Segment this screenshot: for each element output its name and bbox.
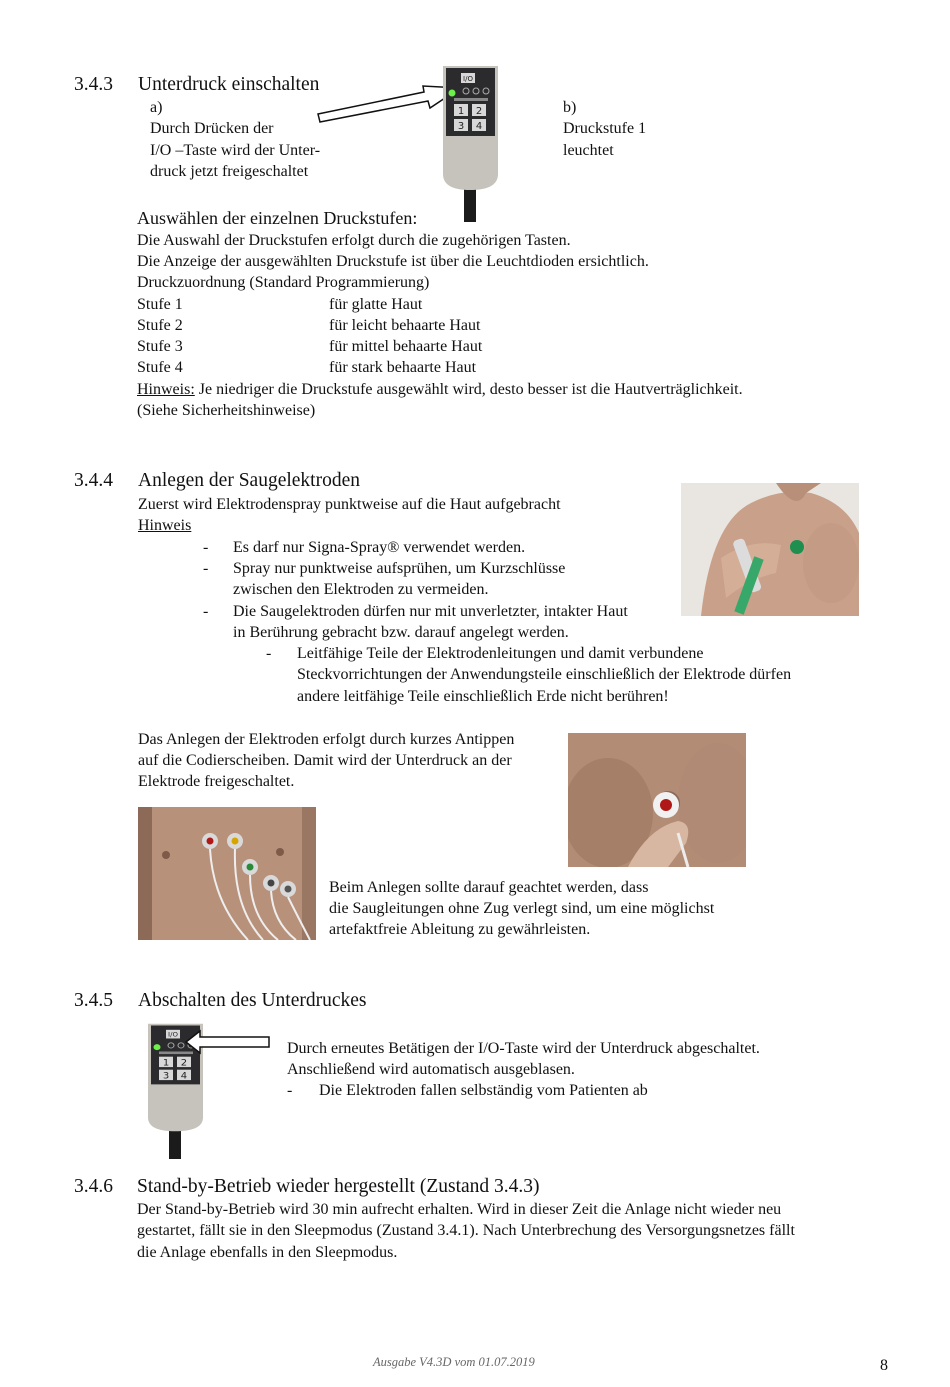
a-line-3: druck jetzt freigeschaltet bbox=[150, 163, 309, 180]
paragraph-zug-line-3: artefaktfreie Ableitung zu gewährleisten. bbox=[329, 921, 591, 938]
bullet-leitfaehig-line-1: Leitfähige Teile der Elektrodenleitungen und damit verbundene bbox=[297, 645, 704, 662]
label-a: a) bbox=[150, 99, 163, 116]
section-title-3-4-5: Abschalten des Unterdruckes bbox=[138, 990, 367, 1011]
bullet-elektroden-fallen: Die Elektroden fallen selbständig vom Patienten ab bbox=[319, 1082, 648, 1099]
svg-text:3: 3 bbox=[162, 1070, 170, 1082]
paragraph-anzeige: Die Anzeige der ausgewählten Druckstufe ist über die Leuchtdioden ersichtlich. bbox=[137, 253, 649, 270]
bullet-dash: - bbox=[287, 1082, 293, 1099]
section-title-3-4-4: Anlegen der Saugelektroden bbox=[138, 470, 361, 491]
svg-text:1: 1 bbox=[457, 106, 465, 117]
paragraph-standby-line-2: gestartet, fällt sie in den Sleepmodus (Zustand 3.4.1). Nach Unterbrechung des Versorgungsnetzes fällt bbox=[137, 1222, 795, 1239]
bullet-spray-line-1: Spray nur punktweise aufsprühen, um Kurzschlüsse bbox=[233, 560, 566, 577]
level-description: für leicht behaarte Haut bbox=[329, 317, 481, 334]
page-number: 8 bbox=[880, 1357, 888, 1374]
b-line-1: Druckstufe 1 bbox=[563, 120, 647, 137]
paragraph-abschalten-line-2: Anschließend wird automatisch ausgeblasen. bbox=[287, 1061, 575, 1078]
paragraph-auswahl: Die Auswahl der Druckstufen erfolgt durch die zugehörigen Tasten. bbox=[137, 232, 571, 249]
level-name: Stufe 4 bbox=[137, 359, 183, 376]
hinweis-label: Hinweis: bbox=[137, 381, 195, 398]
level-description: für mittel behaarte Haut bbox=[329, 338, 483, 355]
paragraph-anlegen-line-3: Elektrode freigeschaltet. bbox=[138, 773, 295, 790]
level-description: für glatte Haut bbox=[329, 296, 423, 313]
level-description: für stark behaarte Haut bbox=[329, 359, 477, 376]
bullet-dash: - bbox=[266, 645, 272, 662]
svg-text:2: 2 bbox=[180, 1057, 188, 1069]
bullet-leitfaehig-line-2: Steckvorrichtungen der Anwendungsteile einschließlich der Elektrode dürfen bbox=[297, 666, 792, 683]
io-key-label: I/O bbox=[168, 1031, 178, 1039]
level-name: Stufe 2 bbox=[137, 317, 183, 334]
paragraph-druckzuordnung: Druckzuordnung (Standard Programmierung) bbox=[137, 274, 430, 291]
sub-heading-druckstufen: Auswählen der einzelnen Druckstufen: bbox=[137, 208, 418, 228]
label-b: b) bbox=[563, 99, 577, 116]
bullet-leitfaehig-line-3: andere leitfähige Teile einschließlich Erde nicht berühren! bbox=[297, 688, 669, 705]
section-title-3-4-6: Stand-by-Betrieb wieder hergestellt (Zustand 3.4.3) bbox=[137, 1176, 540, 1197]
bullet-haut-line-1: Die Saugelektroden dürfen nur mit unverletzter, intakter Haut bbox=[233, 603, 628, 620]
level-name: Stufe 1 bbox=[137, 296, 183, 313]
remote-control-image bbox=[440, 64, 502, 222]
svg-text:3: 3 bbox=[457, 121, 465, 132]
photo-spray-application bbox=[681, 483, 859, 616]
bullet-dash: - bbox=[203, 603, 209, 620]
hinweis-heading: Hinweis bbox=[138, 517, 192, 534]
svg-text:1: 1 bbox=[162, 1057, 170, 1069]
hinweis-text: Je niedriger die Druckstufe ausgewählt wird, desto besser ist die Hautverträglichkeit. bbox=[194, 381, 743, 398]
paragraph-zug-line-2: die Saugleitungen ohne Zug verlegt sind, um eine möglichst bbox=[329, 900, 715, 917]
bullet-dash: - bbox=[203, 539, 209, 556]
paragraph-standby-line-1: Der Stand-by-Betrieb wird 30 min aufrecht erhalten. Wird in dieser Zeit die Anlage nicht wieder neu bbox=[137, 1201, 782, 1218]
paragraph-abschalten-line-1: Durch erneutes Betätigen der I/O-Taste wird der Unterdruck abgeschaltet. bbox=[287, 1040, 760, 1057]
section-number-3-4-5: 3.4.5 bbox=[74, 990, 113, 1011]
svg-text:4: 4 bbox=[475, 121, 483, 132]
paragraph-standby-line-3: die Anlage ebenfalls in den Sleepmodus. bbox=[137, 1244, 398, 1261]
section-number-3-4-3: 3.4.3 bbox=[74, 74, 113, 95]
section-number-3-4-6: 3.4.6 bbox=[74, 1176, 113, 1197]
bullet-haut-line-2: in Berührung gebracht bzw. darauf angelegt werden. bbox=[233, 624, 569, 641]
hinweis-note bbox=[137, 379, 743, 400]
photo-electrode-tap bbox=[568, 733, 746, 867]
svg-text:2: 2 bbox=[475, 106, 483, 117]
a-line-1: Durch Drücken der bbox=[150, 120, 274, 137]
level-name: Stufe 3 bbox=[137, 338, 183, 355]
bullet-signa-spray: Es darf nur Signa-Spray® verwendet werden. bbox=[233, 539, 526, 556]
paragraph-anlegen-line-1: Das Anlegen der Elektroden erfolgt durch kurzes Antippen bbox=[138, 731, 515, 748]
a-line-2: I/O –Taste wird der Unter- bbox=[150, 142, 321, 159]
bullet-spray-line-2: zwischen den Elektroden zu vermeiden. bbox=[233, 581, 489, 598]
bullet-dash: - bbox=[203, 560, 209, 577]
photo-electrodes-attached bbox=[138, 807, 316, 940]
svg-text:4: 4 bbox=[180, 1070, 188, 1082]
pointer-arrow-io bbox=[184, 1028, 272, 1056]
paragraph-intro-spray: Zuerst wird Elektrodenspray punktweise auf die Haut aufgebracht bbox=[138, 496, 561, 513]
section-number-3-4-4: 3.4.4 bbox=[74, 470, 113, 491]
paragraph-zug-line-1: Beim Anlegen sollte darauf geachtet werden, dass bbox=[329, 879, 649, 896]
hinweis-reference: (Siehe Sicherheitshinweise) bbox=[137, 402, 316, 419]
b-line-2: leuchtet bbox=[563, 142, 614, 159]
footer-edition: Ausgabe V4.3D vom 01.07.2019 bbox=[373, 1355, 535, 1369]
paragraph-anlegen-line-2: auf die Codierscheiben. Damit wird der Unterdruck an der bbox=[138, 752, 512, 769]
section-title-3-4-3: Unterdruck einschalten bbox=[138, 74, 320, 95]
io-key-label: I/O bbox=[463, 75, 473, 83]
